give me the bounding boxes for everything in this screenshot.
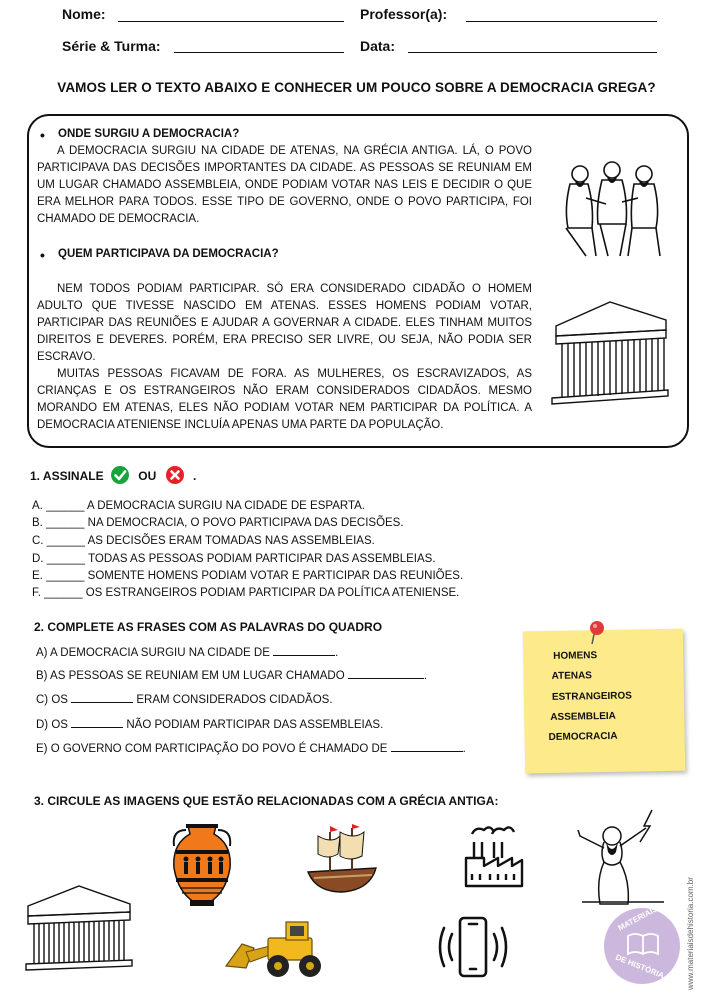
factory-icon[interactable] [462,822,526,890]
bulldozer-image[interactable] [224,918,328,978]
answer-blank[interactable] [71,718,123,728]
list-item[interactable]: A. ______ A DEMOCRACIA SURGIU NA CIDADE DE ESPARTA. [32,500,365,512]
class-label: Série & Turma: [62,38,161,54]
name-field[interactable] [118,21,344,22]
cross-icon [166,466,184,484]
word-box-item: ASSEMBLEIA [550,710,616,723]
answer-blank[interactable] [273,646,335,656]
exercise-3-title: 3. CIRCULE AS IMAGENS QUE ESTÃO RELACIONADAS COM A GRÉCIA ANTIGA: [34,794,499,808]
page-title: VAMOS LER O TEXTO ABAIXO E CONHECER UM POUCO SOBRE A DEMOCRACIA GREGA? [57,80,656,95]
teacher-label: Professor(a): [360,6,448,22]
list-item[interactable]: E) O GOVERNO COM PARTICIPAÇÃO DO POVO É CHAMADO DE . [36,743,466,755]
teacher-field[interactable] [466,21,657,22]
list-item[interactable]: D) OS NÃO PODIAM PARTICIPAR DAS ASSEMBLEIAS. [36,719,384,731]
exercise-1-title: 1. ASSINALE OU . [30,466,196,484]
question-heading-1: • ONDE SURGIU A DEMOCRACIA? [58,128,239,140]
greek-vase-image[interactable] [166,822,238,908]
answer-blank[interactable] [391,742,463,752]
smartphone-icon[interactable] [436,914,510,980]
list-item[interactable]: C. ______ AS DECISÕES ERAM TOMADAS NAS ASSEMBLEIAS. [32,535,375,547]
word-box-item: ESTRANGEIROS [551,690,633,703]
list-item[interactable]: C) OS ERAM CONSIDERADOS CIDADÃOS. [36,694,333,706]
parthenon-illustration [550,290,670,410]
exercise-2-title: 2. COMPLETE AS FRASES COM AS PALAVRAS DO QUADRO [34,620,383,634]
date-field[interactable] [408,52,657,53]
answer-blank[interactable] [71,693,133,703]
site-logo: MATERIAIS DE HISTÓRIA [604,908,680,984]
word-box-item: ATENAS [551,670,593,682]
book-icon [626,932,660,956]
list-item[interactable]: D. ______ TODAS AS PESSOAS PODIAM PARTICIPAR DAS ASSEMBLEIAS. [32,553,436,565]
philosophers-illustration [556,158,668,258]
word-box-item: HOMENS [553,650,598,662]
pushpin-icon [586,620,606,646]
list-item[interactable]: F. ______ OS ESTRANGEIROS PODIAM PARTICIPAR DA POLÍTICA ATENIENSE. [32,587,460,599]
sailing-ship-image[interactable] [302,822,382,898]
word-box-note [523,629,685,774]
name-label: Nome: [62,6,106,22]
list-item[interactable]: E. ______ SOMENTE HOMENS PODIAM VOTAR E PARTICIPAR DAS REUNIÕES. [32,570,464,582]
list-item[interactable]: B) AS PESSOAS SE REUNIAM EM UM LUGAR CHAMADO . [36,670,428,682]
parthenon-image[interactable] [24,880,134,976]
list-item[interactable]: A) A DEMOCRACIA SURGIU NA CIDADE DE . [36,647,339,659]
word-box-item: DEMOCRACIA [548,730,618,743]
question-heading-2: • QUEM PARTICIPAVA DA DEMOCRACIA? [58,248,279,260]
zeus-statue-image[interactable] [574,806,670,906]
check-icon [111,466,129,484]
class-field[interactable] [174,52,344,53]
reading-paragraph-1: A DEMOCRACIA SURGIU NA CIDADE DE ATENAS, NA GRÉCIA ANTIGA. LÁ, O POVO PARTICIPAVA DAS DECISÕES IMPORTANTES DA CIDADE. AS PESSOAS SE REUNIAM EM UM LUGAR CHAMADO ASSEMBLEIA, ONDE PODIAM VOTAR NAS LEIS E DECIDIR O QUE ERA MELHOR PARA TODOS. ESSE TIPO DE GOVERNO, ONDE O POVO PARTICIPA, FOI CHAMADO DE DEMOCRACIA. [37,145,532,225]
list-item[interactable]: B. ______ NA DEMOCRACIA, O POVO PARTICIPAVA DAS DECISÕES. [32,517,404,529]
date-label: Data: [360,38,396,54]
website-credit: www.materiaisdehistoria.com.br [686,877,695,990]
reading-paragraph-2: NEM TODOS PODIAM PARTICIPAR. SÓ ERA CONSIDERADO CIDADÃO O HOMEM ADULTO QUE TIVESSE NASCIDO EM ATENAS. ESSES HOMENS PODIAM VOTAR, PARTICIPAR DAS REUNIÕES E AJUDAR A GOVERNAR A CIDADE. ELES TINHAM MUITOS DIREITOS E DEVERES. PORÉM, ERA PRECISO SER LIVRE, OU SEJA, NÃO PODIA SER ESCRAVO. MUITAS PESSOAS FICAVAM DE FORA. AS MULHERES, OS ESCRAVIZADOS, AS CRIANÇAS E OS ESTRANGEIROS NÃO ERAM CONSIDERADOS CIDADÃOS. MESMO MORANDO EM ATENAS, ELES NÃO PODIAM VOTAR NEM PARTICIPAR DA POLÍTICA. A DEMOCRACIA ATENIENSE INCLUÍA APENAS UMA PARTE DA POPULAÇÃO. [37,283,532,431]
answer-blank[interactable] [348,669,424,679]
